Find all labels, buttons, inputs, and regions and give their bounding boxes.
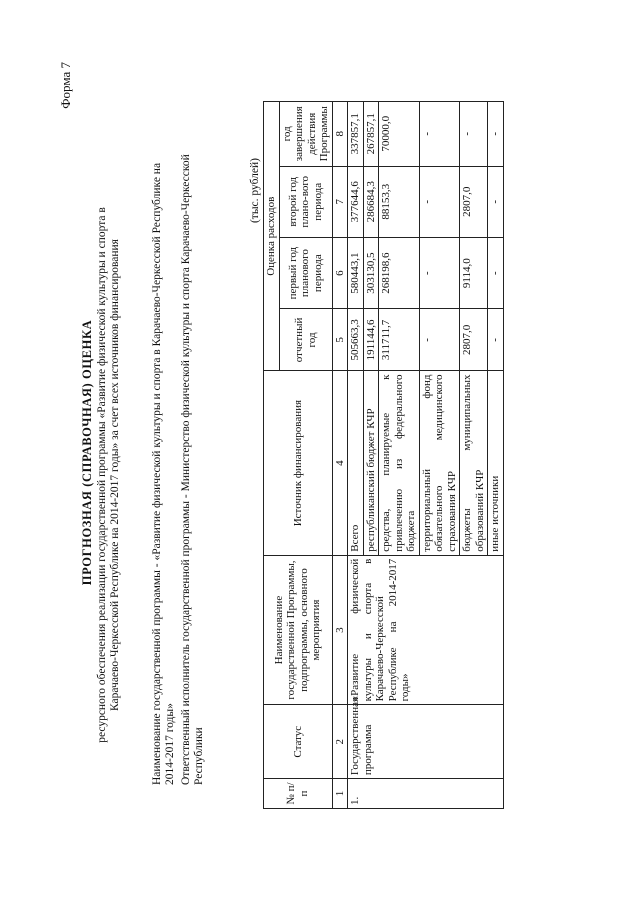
header-final-year: год завершения действия Программы: [279, 102, 332, 167]
col-number: 8: [332, 102, 348, 167]
value-cell: -: [488, 237, 504, 308]
header-status: Статус: [264, 705, 333, 779]
value-cell: 2807,0: [460, 309, 488, 371]
header-name: Наименование государственной Программы, подпрограммы, основного мероприятия: [264, 555, 333, 705]
value-cell: -: [419, 102, 460, 167]
value-cell: 268198,6: [379, 237, 420, 308]
value-cell: 377644,6: [348, 166, 364, 237]
source-label: республиканский бюджет КЧР: [363, 371, 379, 555]
value-cell: 303130,5: [363, 237, 379, 308]
executor-line: Ответственный исполнитель государственной программы - Министерство физической культуры и спорта Карачаево-Черкесской Республики: [180, 154, 205, 785]
value-cell: -: [488, 309, 504, 371]
value-cell: -: [419, 237, 460, 308]
value-cell: 2807,0: [460, 166, 488, 237]
value-cell: 286684,3: [363, 166, 379, 237]
header-second-year: второй год плано-вого периода: [279, 166, 332, 237]
value-cell: 191144,6: [363, 309, 379, 371]
col-number: 6: [332, 237, 348, 308]
col-number: 3: [332, 555, 348, 705]
header-estimate-group: Оценка расходов: [264, 102, 280, 372]
source-label: средства, планируемые к привлечению из федерального бюджета: [379, 371, 420, 555]
source-label: иные источники: [488, 371, 504, 555]
units-label: (тыс. рублей): [249, 158, 261, 224]
header-source: Источник финансирования: [264, 371, 333, 555]
value-cell: 580443,1: [348, 237, 364, 308]
document-title: ПРОГНОЗНАЯ (СПРАВОЧНАЯ) ОЦЕНКА: [80, 319, 94, 586]
value-cell: -: [419, 166, 460, 237]
source-label: территориальный фонд обязательного медицинского страхования КЧР: [419, 371, 460, 555]
col-number: 7: [332, 166, 348, 237]
source-label: бюджеты муниципальных образований КЧР: [460, 371, 488, 555]
document-subtitle: ресурсного обеспечения реализации государственной программы «Развитие физической культуры и спорта в Карачаево-Черкесской Республике на 2014-2017 годы» за счет всех источников финансирования: [96, 207, 121, 743]
value-cell: 70000,0: [379, 102, 420, 167]
value-cell: -: [460, 102, 488, 167]
financing-table: [263, 101, 504, 809]
value-cell: 337857,1: [348, 102, 364, 167]
col-number: 5: [332, 309, 348, 371]
value-cell: -: [488, 166, 504, 237]
row-num: 1.: [348, 779, 504, 809]
header-num: № п/п: [264, 779, 333, 809]
table-row: [348, 102, 364, 809]
value-cell: 505663,3: [348, 309, 364, 371]
value-cell: 88153,3: [379, 166, 420, 237]
header-reporting-year: отчетный год: [279, 309, 332, 371]
value-cell: -: [419, 309, 460, 371]
row-status: Государственная программа: [348, 705, 504, 779]
source-label: Всего: [348, 371, 364, 555]
value-cell: 9114,0: [460, 237, 488, 308]
col-number: 1: [332, 779, 348, 809]
col-number: 4: [332, 371, 348, 555]
value-cell: -: [488, 102, 504, 167]
value-cell: 311711,7: [379, 309, 420, 371]
program-name-line: Наименование государственной программы - «Развитие физической культуры и спорта в Карачаево-Черкесской Республике на 2014-2017 годы»: [151, 162, 176, 785]
row-program-name: «Развитие физической культуры и спорта в Карачаево-Черкесской Республике на 2014-2017 годы»: [348, 555, 504, 705]
header-first-year: первый год планового периода: [279, 237, 332, 308]
form-label: Форма 7: [58, 62, 73, 109]
value-cell: 267857,1: [363, 102, 379, 167]
col-number: 2: [332, 705, 348, 779]
